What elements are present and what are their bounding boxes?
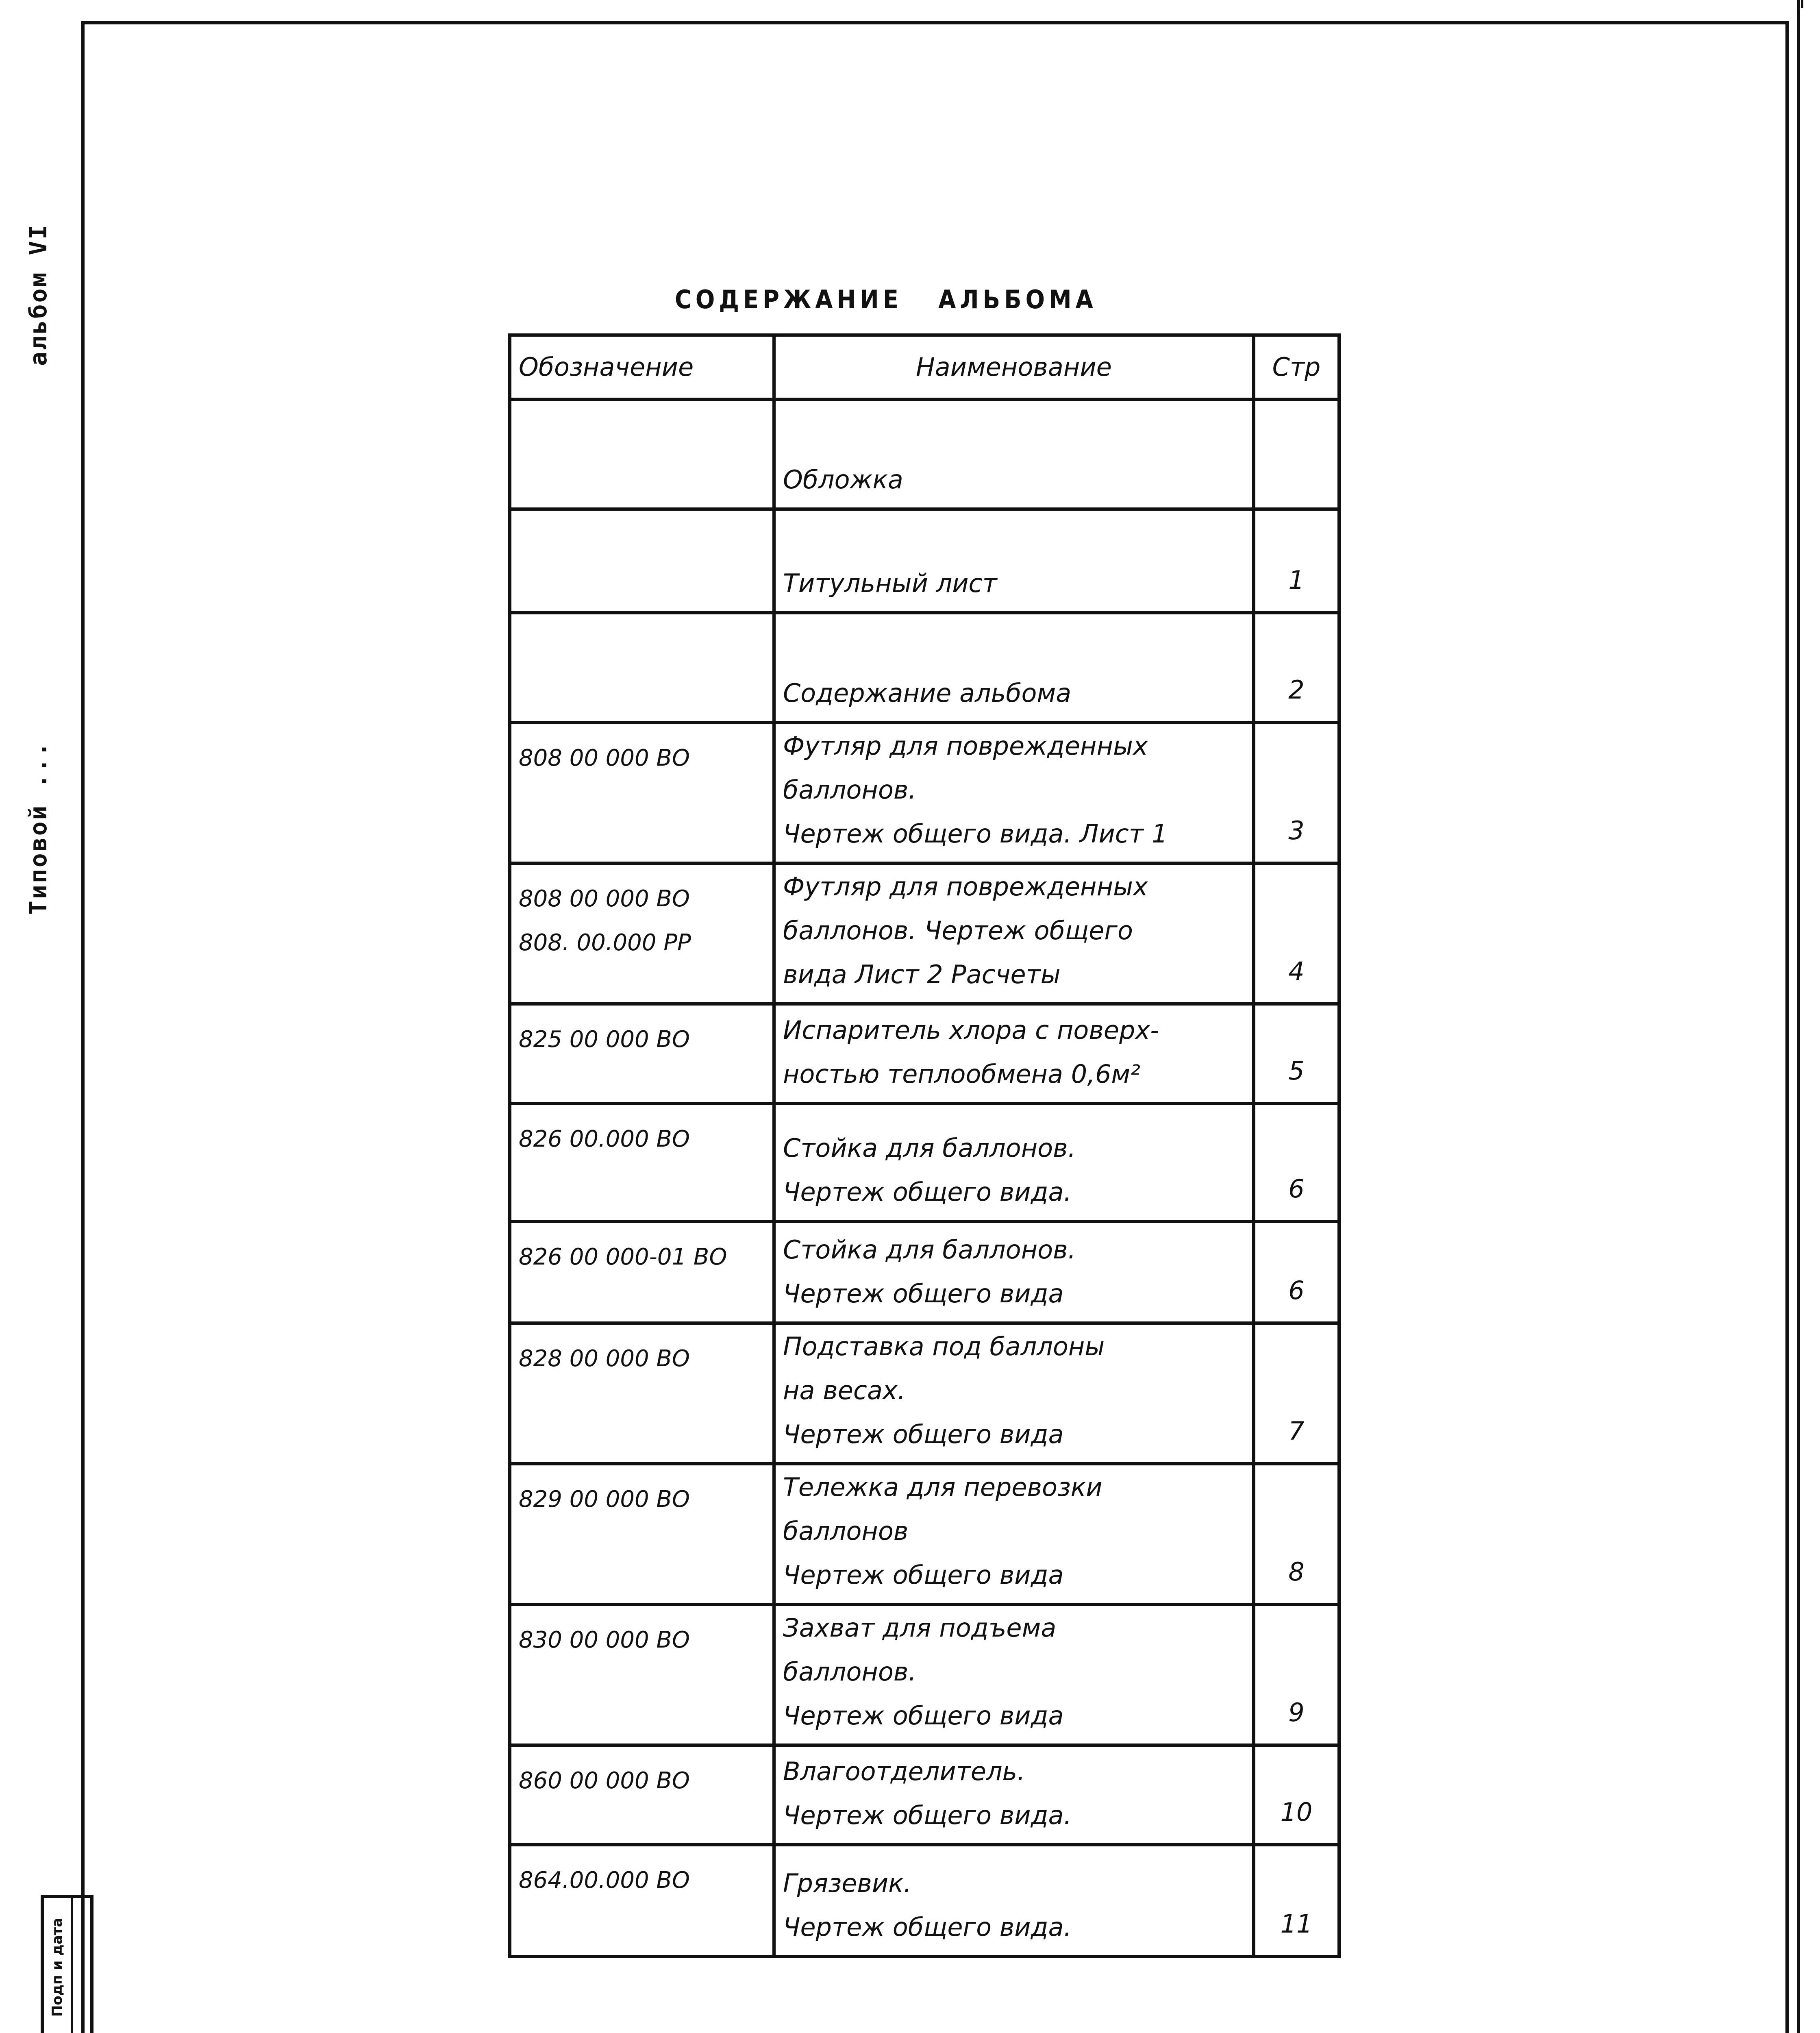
row-name-line: Чертеж общего вида. (783, 1177, 1072, 1207)
row-code-cell (510, 1221, 774, 1323)
table-row (510, 1745, 1339, 1845)
row-name-line: баллонов. (783, 1657, 917, 1687)
row-name-cell (774, 1221, 1254, 1323)
table-header-row (510, 335, 1339, 399)
header-name: Наименование (774, 335, 1254, 399)
row-name-cell (774, 1323, 1254, 1464)
row-code-cell (510, 1604, 774, 1745)
table-row (510, 863, 1339, 1004)
row-code-cell (510, 1745, 774, 1845)
margin-vertical-label: Типовой ... (24, 740, 52, 915)
row-code: 808. 00.000 РР (519, 929, 691, 956)
row-name-cell (774, 1004, 1254, 1104)
row-code-cell (510, 1323, 774, 1464)
table-row (510, 399, 1339, 509)
row-name-line: Стойка для баллонов. (783, 1235, 1076, 1265)
row-name-line: Чертеж общего вида (783, 1560, 1064, 1590)
row-code: 826 00 000-01 ВО (519, 1244, 727, 1270)
row-page-number: 10 (1254, 1745, 1339, 1845)
row-page-number: 2 (1254, 613, 1339, 723)
row-name-line: Влагоотделитель. (783, 1757, 1025, 1786)
row-name-cell (774, 1464, 1254, 1604)
table-row (510, 1323, 1339, 1464)
row-name-line: Чертеж общего вида. (783, 1912, 1072, 1942)
row-page-number (1254, 399, 1339, 509)
row-code-cell (510, 1845, 774, 1957)
row-code-cell (510, 1004, 774, 1104)
approval-stamp-block (41, 1895, 94, 2033)
row-page-number: 3 (1254, 723, 1339, 863)
row-code: 830 00 000 ВО (519, 1627, 690, 1653)
header-code: Обозначение (510, 335, 774, 399)
row-name-cell (774, 399, 1254, 509)
row-page-number: 6 (1254, 1221, 1339, 1323)
row-name-line: на весах. (783, 1376, 906, 1405)
row-name-cell (774, 1604, 1254, 1745)
row-name-line: Стойка для баллонов. (783, 1133, 1076, 1163)
document-title: СОДЕРЖАНИЕ АЛЬБОМА (675, 285, 1097, 314)
row-name-cell (774, 613, 1254, 723)
row-name-line: вида Лист 2 Расчеты (783, 960, 1061, 989)
row-name-cell (774, 1845, 1254, 1957)
row-code: 826 00.000 ВО (519, 1126, 690, 1152)
row-name-line: Чертеж общего вида (783, 1419, 1064, 1449)
row-name-line: Обложка (783, 465, 903, 494)
row-code-cell (510, 399, 774, 509)
table-row (510, 613, 1339, 723)
corner-mark (1789, 0, 1803, 8)
row-name-line: Чертеж общего вида (783, 1701, 1064, 1730)
row-page-number: 1 (1254, 509, 1339, 613)
row-name-line: Футляр для поврежденных (783, 731, 1148, 761)
table-row (510, 1604, 1339, 1745)
row-code-cell (510, 509, 774, 613)
table-row (510, 1464, 1339, 1604)
row-name-line: Чертеж общего вида. Лист 1 (783, 819, 1168, 849)
row-code-cell (510, 613, 774, 723)
row-code: 864.00.000 ВО (519, 1867, 690, 1894)
row-page-number: 7 (1254, 1323, 1339, 1464)
table-row (510, 1004, 1339, 1104)
row-name-line: Грязевик. (783, 1868, 912, 1898)
row-name-line: Чертеж общего вида (783, 1279, 1064, 1308)
row-code: 828 00 000 ВО (519, 1345, 690, 1372)
table-row (510, 723, 1339, 863)
row-name-line: Испаритель хлора с поверх- (783, 1015, 1159, 1045)
row-code: 829 00 000 ВО (519, 1486, 690, 1513)
table-body (510, 399, 1339, 1957)
row-code: 808 00 000 ВО (519, 886, 690, 912)
row-name-line: Содержание альбома (783, 678, 1072, 708)
row-page-number: 6 (1254, 1104, 1339, 1221)
row-page-number: 8 (1254, 1464, 1339, 1604)
row-name-cell (774, 509, 1254, 613)
row-name-line: ностью теплообмена 0,6м² (783, 1059, 1141, 1089)
table-row (510, 1845, 1339, 1957)
row-code-cell (510, 1104, 774, 1221)
row-code-cell (510, 863, 774, 1004)
row-code: 808 00 000 ВО (519, 745, 690, 771)
row-name-cell (774, 1745, 1254, 1845)
table-row (510, 1221, 1339, 1323)
row-name-line: Чертеж общего вида. (783, 1800, 1072, 1830)
header-page: Стр (1254, 335, 1339, 399)
row-page-number: 9 (1254, 1604, 1339, 1745)
row-code: 825 00 000 ВО (519, 1026, 690, 1053)
row-name-line: Тележка для перевозки (783, 1472, 1102, 1502)
row-code-cell (510, 723, 774, 863)
row-name-line: баллонов. Чертеж общего (783, 916, 1133, 945)
row-name-line: Подставка под баллоны (783, 1332, 1105, 1361)
row-name-cell (774, 723, 1254, 863)
table-row (510, 509, 1339, 613)
row-name-line: Титульный лист (783, 568, 997, 598)
table-row (510, 1104, 1339, 1221)
row-name-cell (774, 1104, 1254, 1221)
row-name-cell (774, 863, 1254, 1004)
row-page-number: 5 (1254, 1004, 1339, 1104)
row-code: 860 00 000 ВО (519, 1767, 690, 1794)
stamp-divider (71, 1898, 73, 2033)
row-name-line: баллонов. (783, 775, 917, 805)
row-code-cell (510, 1464, 774, 1604)
margin-album-label: альбом VI (24, 223, 52, 366)
row-page-number: 11 (1254, 1845, 1339, 1957)
row-name-line: Захват для подъема (783, 1613, 1057, 1643)
row-name-line: Футляр для поврежденных (783, 872, 1148, 901)
row-page-number: 4 (1254, 863, 1339, 1004)
row-name-line: баллонов (783, 1516, 909, 1546)
stamp-cell-podp-data-2: Подп и дата (49, 1918, 65, 2017)
contents-table (508, 333, 1341, 1958)
